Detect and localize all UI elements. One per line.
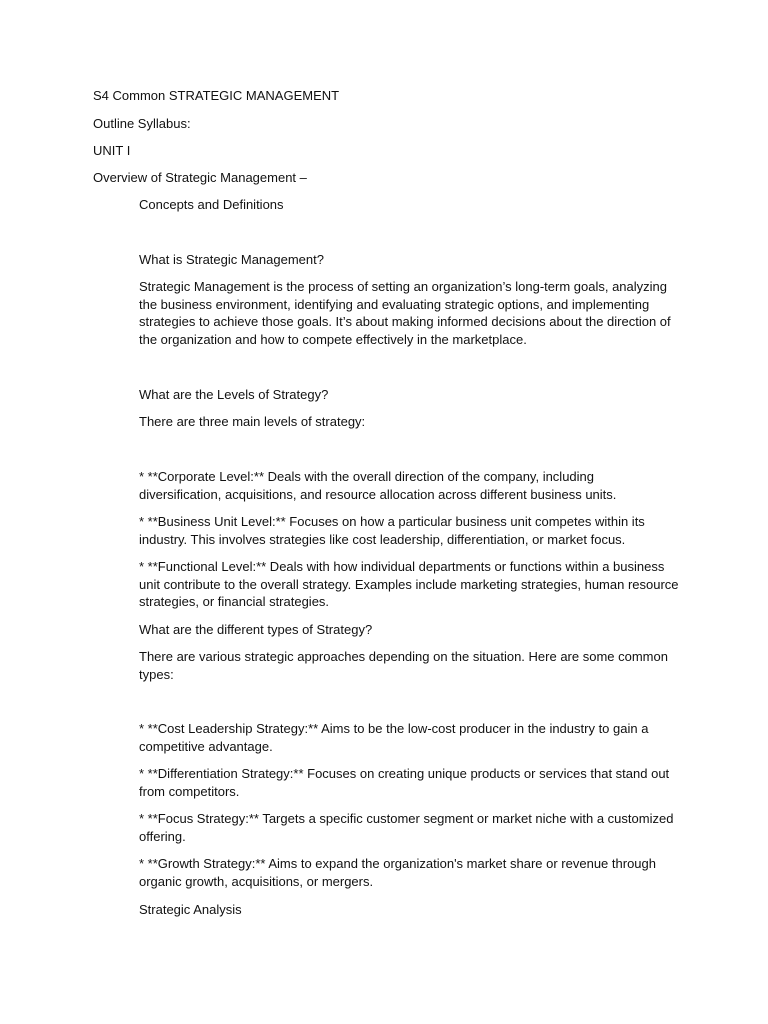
outline-label: Outline Syllabus: bbox=[93, 116, 191, 131]
concepts-heading: Concepts and Definitions bbox=[139, 197, 284, 212]
question-heading: What are the Levels of Strategy? bbox=[139, 387, 329, 402]
question-heading: What are the different types of Strategy? bbox=[139, 622, 373, 637]
list-item: * **Differentiation Strategy:** Focuses on creating unique products or services that stand out from competitors. bbox=[139, 766, 670, 799]
section-heading: Strategic Analysis bbox=[139, 902, 242, 917]
list-item: * **Corporate Level:** Deals with the overall direction of the company, including diversification, acquisitions, and resource allocation across different business units. bbox=[139, 469, 617, 502]
list-item: * **Growth Strategy:** Aims to expand the organization's market share or revenue through organic growth, acquisitions, or mergers. bbox=[139, 856, 656, 889]
intro-paragraph: There are three main levels of strategy: bbox=[139, 414, 366, 429]
course-title: S4 Common STRATEGIC MANAGEMENT bbox=[93, 88, 340, 103]
list-item: * **Cost Leadership Strategy:** Aims to be the low-cost producer in the industry to gain a competitive advantage. bbox=[139, 721, 649, 754]
overview-heading: Overview of Strategic Management – bbox=[93, 170, 307, 185]
intro-paragraph: There are various strategic approaches depending on the situation. Here are some common types: bbox=[139, 649, 668, 682]
answer-paragraph: Strategic Management is the process of setting an organization’s long-term goals, analyzing the business environment, identifying and evaluating strategic options, and implementing strategies to achieve those goals. It’s about making informed decisions about the direction of the organization and how to compete effectively in the marketplace. bbox=[139, 279, 671, 347]
list-item: * **Focus Strategy:** Targets a specific customer segment or market niche with a customized offering. bbox=[139, 811, 674, 844]
list-item: * **Business Unit Level:** Focuses on how a particular business unit competes within its industry. This involves strategies like cost leadership, differentiation, or market focus. bbox=[139, 514, 645, 547]
list-item: * **Functional Level:** Deals with how individual departments or functions within a business unit contribute to the overall strategy. Examples include marketing strategies, human resource strategies, or financial strategies. bbox=[139, 559, 679, 609]
question-heading: What is Strategic Management? bbox=[139, 252, 324, 267]
unit-heading: UNIT I bbox=[93, 143, 131, 158]
